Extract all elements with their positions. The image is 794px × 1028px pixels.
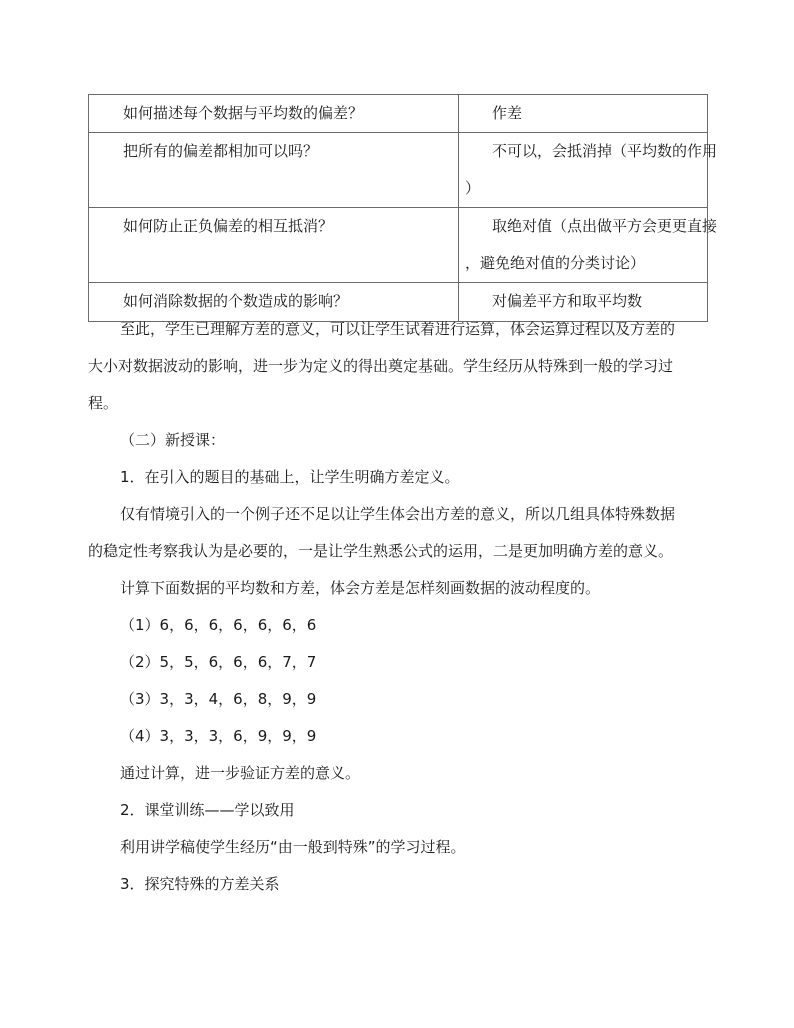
item-2-detail: 利用讲学稿使学生经历“由一般到特殊”的学习过程。 — [120, 838, 466, 856]
answer-line: 对偏差平方和取平均数 — [492, 292, 643, 310]
answer-line: 取绝对值（点出做平方会更更直接 — [492, 217, 718, 235]
answer-cell — [459, 95, 708, 133]
table-row — [89, 95, 708, 133]
item-3: 3．探究特殊的方差关系 — [120, 875, 280, 893]
table-row — [89, 133, 708, 208]
answer-line: 不可以，会抵消掉（平均数的作用 — [492, 142, 718, 160]
data-set-3: （3）3，3，4，6，8，9，9 — [120, 690, 317, 708]
item-2: 2．课堂训练——学以致用 — [120, 801, 295, 819]
answer-line-continued: ） — [465, 179, 481, 197]
data-set-2: （2）5，5，6，6，6，7，7 — [120, 653, 317, 671]
answer-line: 作差 — [492, 104, 523, 122]
question-answer-table — [88, 94, 718, 322]
calc-intro: 计算下面数据的平均数和方差，体会方差是怎样刻画数据的波动程度的。 — [120, 579, 601, 597]
data-set-1: （1）6，6，6，6，6，6，6 — [120, 616, 317, 634]
summary-paragraph: 至此，学生已理解方差的意义，可以让学生试着进行运算，体会运算过程以及方差的 大小对数据波动的影响，进一步为定义的得出奠定基础。学生经历从特殊到一般的学习过 程。 — [88, 320, 676, 412]
data-set-4: （4）3，3，3，6，9，9，9 — [120, 727, 317, 745]
answer-cell — [459, 208, 718, 283]
table-row — [89, 208, 708, 283]
answer-line-continued: ，避免绝对值的分类讨论） — [465, 254, 646, 272]
situation-paragraph: 仅有情境引入的一个例子还不足以让学生体会出方差的意义，所以几组具体特殊数据 的稳定性考察我认为是必要的，一是让学生熟悉公式的运用，二是更加明确方差的意义。 — [88, 505, 676, 560]
section-heading: （二）新授课： — [120, 431, 226, 449]
question-cell: 如何描述每个数据与平均数的偏差？ — [89, 95, 459, 133]
question-cell: 如何消除数据的个数造成的影响？ — [89, 283, 459, 322]
question-cell: 把所有的偏差都相加可以吗？ — [89, 133, 459, 208]
item-1: 1．在引入的题目的基础上，让学生明确方差定义。 — [120, 468, 460, 486]
answer-cell — [459, 133, 718, 208]
question-cell: 如何防止正负偏差的相互抵消？ — [89, 208, 459, 283]
verify-text: 通过计算，进一步验证方差的意义。 — [120, 764, 361, 782]
